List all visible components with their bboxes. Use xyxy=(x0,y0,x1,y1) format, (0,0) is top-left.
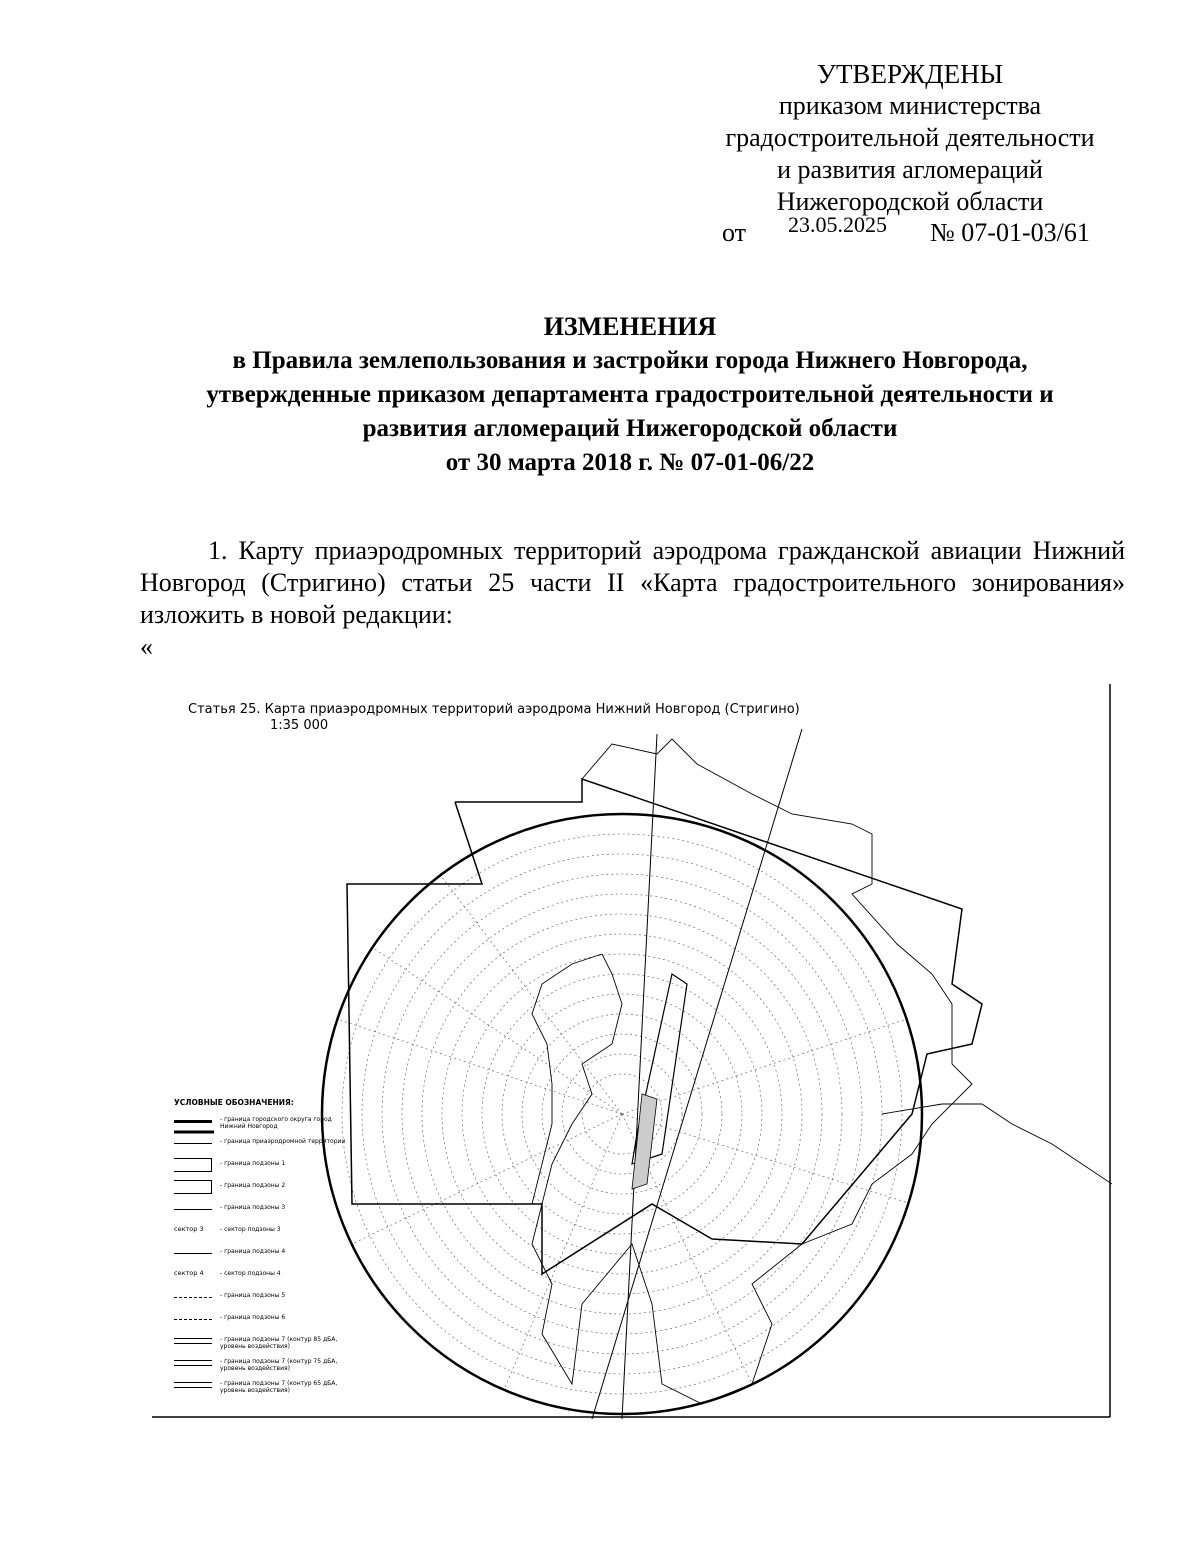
legend-item: - граница подзоны 7 (контур 65 дБА, уровень воздействия) xyxy=(174,1376,359,1398)
legend-item: сектор 3 - сектор подзоны 3 xyxy=(174,1225,281,1233)
legend-item: - граница подзоны 7 (контур 75 дБА, уровень воздействия) xyxy=(174,1354,359,1376)
legend-item: сектор 4 - сектор подзоны 4 xyxy=(174,1269,281,1277)
legend-item: - граница подзоны 7 (контур 85 дБА, уровень воздействия) xyxy=(174,1332,359,1354)
legend-item: - граница подзоны 3 xyxy=(174,1200,359,1222)
document-title xyxy=(90,310,1170,480)
legend-item: - граница подзоны 4 xyxy=(174,1244,359,1266)
map-title xyxy=(188,702,800,734)
approval-line: градостроительной деятельности xyxy=(725,123,1095,152)
title-heading: ИЗМЕНЕНИЯ xyxy=(543,312,717,341)
approval-line: приказом министерства xyxy=(778,91,1042,120)
legend-item: - граница приаэродромной территории xyxy=(174,1134,359,1156)
runway-axis xyxy=(622,734,657,1419)
legend-item: - граница городского округа город Нижний Новгород xyxy=(174,1112,359,1134)
title-line: от 30 марта 2018 г. № 07-01-06/22 xyxy=(445,449,815,476)
title-line: в Правила землепользования и застройки города Нижнего Новгорода, xyxy=(232,347,1028,374)
approval-line: и развития агломераций xyxy=(777,155,1043,184)
legend-item: - граница подзоны 6 xyxy=(174,1310,359,1332)
map-title-text: Статья 25. Карта приаэродромных территорий аэродрома Нижний Новгород (Стригино) xyxy=(188,702,800,717)
map-scale: 1:35 000 xyxy=(270,718,329,733)
legend-item: - граница подзоны 2 xyxy=(174,1178,359,1200)
body-paragraph xyxy=(140,535,1125,631)
legend-item: - граница подзоны 1 xyxy=(174,1156,359,1178)
quote-open: « xyxy=(140,632,153,661)
approval-block xyxy=(700,58,1120,218)
map-figure xyxy=(152,684,1112,1419)
legend-item: - граница подзоны 5 xyxy=(174,1288,359,1310)
approval-line: Нижегородской области xyxy=(776,187,1044,216)
runway-axis xyxy=(592,729,802,1419)
map-legend xyxy=(174,1099,359,1398)
order-ot: от xyxy=(722,218,747,247)
zone-polygon xyxy=(347,779,982,1274)
order-date: 23.05.2025 xyxy=(788,212,887,237)
legend-title: УСЛОВНЫЕ ОБОЗНАЧЕНИЯ: xyxy=(174,1098,294,1107)
title-line: утвержденные приказом департамента градостроительной деятельности и xyxy=(206,381,1054,408)
approval-line: УТВЕРЖДЕНЫ xyxy=(816,59,1004,89)
hatching xyxy=(322,834,922,1394)
city-boundary xyxy=(532,739,972,1404)
paragraph-text: 1. Карту приаэродромных территорий аэродрома гражданской авиации Нижний Новгород (Стригино) статьи 25 части II «Карта градостроительного зонирования» изложить в новой редакции: xyxy=(140,536,1125,629)
title-line: развития агломераций Нижегородской области xyxy=(362,415,898,442)
order-number: № 07-01-03/61 xyxy=(930,218,1090,247)
